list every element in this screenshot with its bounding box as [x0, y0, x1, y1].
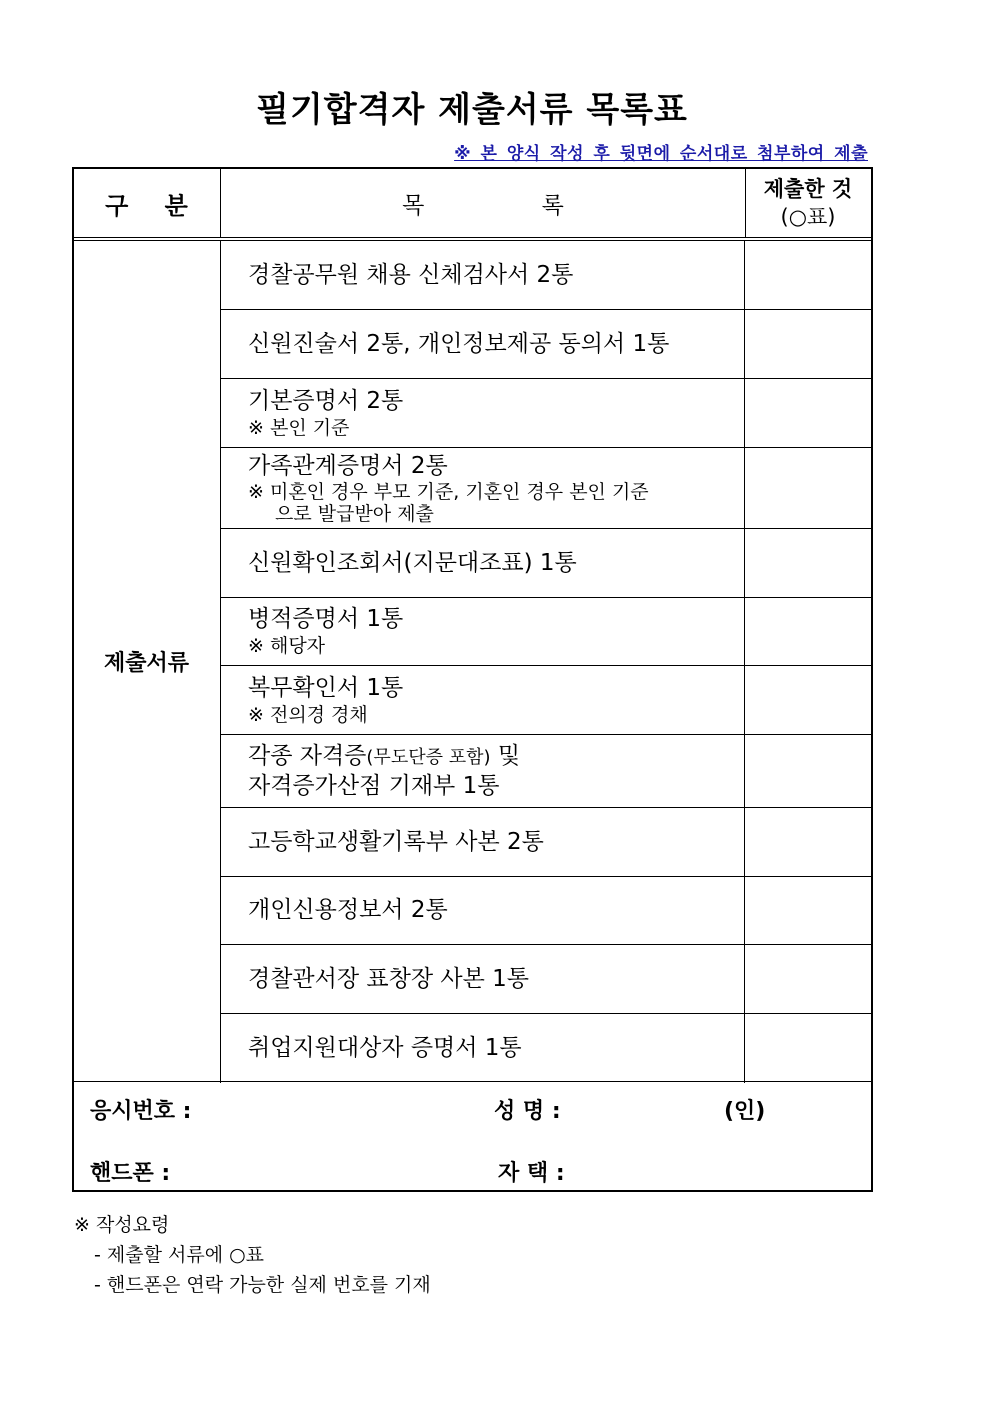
- document-item: [221, 529, 745, 597]
- document-name-part: 및: [490, 742, 521, 769]
- submitted-check-cell[interactable]: [746, 379, 872, 447]
- seal-mark: (인): [724, 1099, 766, 1124]
- document-note: [248, 481, 744, 525]
- document-name: 복무확인서 1통: [248, 674, 404, 701]
- document-name: 가족관계증명서 2통: [248, 452, 448, 479]
- document-name: 개인신용정보서 2통: [248, 897, 448, 923]
- submitted-check-cell[interactable]: [746, 448, 872, 528]
- document-item: [221, 808, 745, 876]
- document-name-part: 각종 자격증: [248, 742, 367, 769]
- table-header-row: [74, 169, 871, 238]
- header-submitted-mark-hint: (○표): [780, 205, 836, 229]
- document-item: [221, 945, 745, 1013]
- table-row: [221, 877, 872, 945]
- document-item: [221, 310, 745, 378]
- writing-guide: [74, 1210, 431, 1300]
- document-name: 신원진술서 2통, 개인정보제공 동의서 1통: [248, 330, 670, 357]
- submitted-check-cell[interactable]: [746, 877, 872, 944]
- document-item: [221, 666, 745, 734]
- document-name: [248, 742, 744, 772]
- submitted-check-cell[interactable]: [746, 808, 872, 876]
- table-row: [221, 1014, 872, 1083]
- submitted-check-cell[interactable]: [746, 598, 872, 665]
- table-row: [221, 735, 872, 808]
- document-name: 고등학교생활기록부 사본 2통: [248, 828, 544, 855]
- document-name: 신원확인조회서(지문대조표) 1통: [248, 549, 577, 576]
- table-body: [74, 241, 871, 1081]
- table-row: [221, 598, 872, 666]
- applicant-info-section: [74, 1081, 871, 1190]
- document-note: ※ 전의경 경채: [248, 703, 368, 726]
- document-name-qualifier: (무도단증 포함): [366, 746, 491, 768]
- submitted-check-cell[interactable]: [746, 666, 872, 734]
- document-list-table: [72, 167, 873, 1192]
- document-note: ※ 본인 기준: [248, 416, 350, 439]
- table-row: [221, 448, 872, 529]
- phone-label: 핸드폰 :: [90, 1161, 171, 1186]
- header-submitted-label: 제출한 것: [763, 177, 853, 201]
- table-row: [221, 808, 872, 877]
- document-name: 병적증명서 1통: [248, 606, 404, 632]
- submitted-check-cell[interactable]: [746, 945, 872, 1013]
- phone-field[interactable]: [194, 1156, 474, 1184]
- document-item: [221, 735, 745, 807]
- table-row: [221, 310, 872, 379]
- submitted-check-cell[interactable]: [746, 1014, 872, 1083]
- document-item: [221, 379, 745, 447]
- document-name: 경찰관서장 표창장 사본 1통: [248, 965, 529, 992]
- exam-number-label: 응시번호 :: [90, 1099, 192, 1124]
- table-row: [221, 666, 872, 735]
- document-item: [221, 877, 745, 944]
- exam-number-field[interactable]: [219, 1094, 469, 1122]
- document-note-line1: ※ 미혼인 경우 부모 기준, 기혼인 경우 본인 기준: [248, 480, 649, 503]
- header-category: 구 분: [105, 191, 188, 220]
- document-name: 기본증명서 2통: [248, 387, 404, 414]
- header-list: 목 록: [220, 169, 746, 237]
- document-rows: [220, 241, 872, 1083]
- home-phone-label: 자 택 :: [498, 1161, 565, 1186]
- table-row: [221, 241, 872, 310]
- document-note-line2: 으로 발급받아 제출: [275, 502, 434, 525]
- submitted-check-cell[interactable]: [746, 529, 872, 597]
- document-note: ※ 해당자: [248, 635, 326, 657]
- document-item: [221, 448, 745, 528]
- document-name: 경찰공무원 채용 신체검사서 2통: [248, 261, 574, 288]
- document-name: 취업지원대상자 증명서 1통: [248, 1035, 522, 1061]
- document-name-line2: 자격증가산점 기재부 1통: [248, 772, 500, 799]
- home-phone-field[interactable]: [594, 1156, 854, 1184]
- guide-item: - 제출할 서류에 ○표: [94, 1244, 265, 1266]
- table-row: [221, 379, 872, 448]
- header-submitted: [745, 169, 871, 237]
- name-label: 성 명 :: [494, 1099, 561, 1124]
- submission-instruction-note: ※ 본 양식 작성 후 뒷면에 순서대로 첨부하여 제출: [454, 144, 868, 164]
- name-field[interactable]: [584, 1094, 719, 1122]
- category-cell: 제출서류: [103, 650, 189, 676]
- guide-heading: ※ 작성요령: [74, 1214, 170, 1236]
- document-item: [221, 241, 745, 309]
- table-row: [221, 529, 872, 598]
- submitted-check-cell[interactable]: [746, 310, 872, 378]
- submitted-check-cell[interactable]: [746, 735, 872, 807]
- document-item: [221, 1014, 745, 1083]
- guide-item: - 핸드폰은 연락 가능한 실제 번호를 기재: [94, 1274, 431, 1296]
- document-item: [221, 598, 745, 665]
- submitted-check-cell[interactable]: [746, 241, 872, 309]
- table-row: [221, 945, 872, 1014]
- page-title: 필기합격자 제출서류 목록표: [256, 90, 688, 130]
